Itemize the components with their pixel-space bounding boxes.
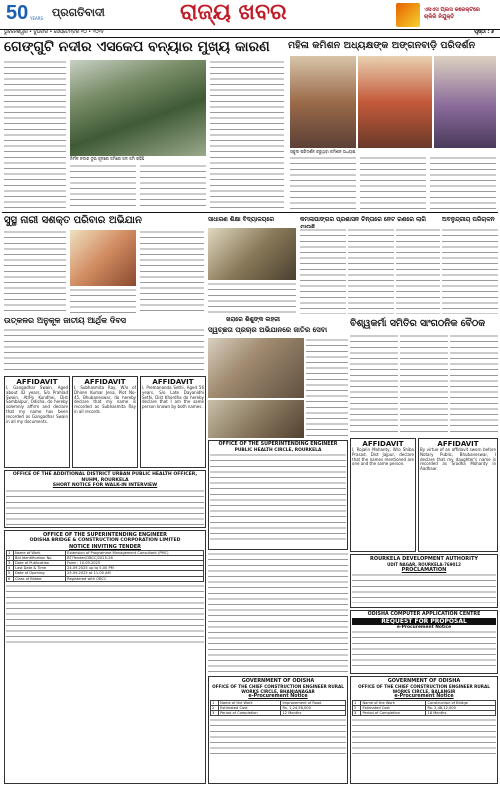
gov2-sub: OFFICE OF THE CHIEF CONSTRUCTION ENGINEER RURAL WORKS CIRCLE, BALANGIR — [358, 684, 490, 694]
gov2-notice: e-Procurement Notice — [394, 694, 454, 699]
affidavit-box-3 — [140, 376, 206, 468]
health-office: OFFICE OF THE ADDITIONAL DISTRICT URBAN PUBLIC HEALTH OFFICER, NUHM, ROURKELA — [12, 472, 198, 483]
women-commission-photo-3 — [434, 56, 496, 148]
healthy-women-col-2 — [70, 288, 136, 314]
affidavit-text-4: I, Rojalin Mohanty, W/o Shiba Prasad, Dist Jajpur, declare that the names mentioned are one and the same person. — [352, 447, 414, 467]
rda-address: UDIT NAGAR, ROURKELA-769012 — [387, 562, 461, 567]
gov2-notice-box — [350, 676, 498, 784]
road-story — [4, 328, 204, 372]
table-cell: 24.09.2025 up to 5.00 PM — [66, 566, 204, 571]
logo-number: 50 — [6, 2, 29, 24]
society-headline: ସାଧାରଣ ଶିକ୍ଷା ବିଦ୍ୟାଳୟରେ — [208, 216, 275, 223]
table-cell: 6 — [7, 576, 14, 581]
table-cell: Name of Work — [13, 550, 65, 555]
table-row — [353, 711, 496, 716]
gov1-table — [210, 700, 346, 717]
table-cell: BT/Tender/OBCC/2025-26 — [66, 555, 204, 560]
lead-headline: ଗେଙ୍ଗୁଟି ନଦୀର ଏସକେପ ବନ୍ୟାର ମୁଖ୍ୟ କାରଣ — [4, 39, 270, 55]
vishwakarma-headline: ବିଶ୍ୱକର୍ମା ସମିତିର ସାଂଗଠନିକ ବୈଠକ — [350, 318, 486, 329]
nagar-col-3 — [396, 228, 440, 314]
affidavit-box-4 — [350, 438, 416, 552]
lead-story-col-4 — [210, 60, 284, 210]
table-cell: 12 Months — [281, 711, 346, 716]
nagar-headline: କମଳାପାଙ୍ଗର ପ୍ରଶାସନ ଚିନ୍ତାରେ ନେଟ ରଣରେ ଲାଗି — [300, 216, 426, 223]
table-cell: 2 — [7, 555, 14, 560]
nagar-col-1 — [300, 228, 346, 314]
table-cell: Name of the Work — [219, 700, 281, 705]
nagar-col-2 — [348, 228, 394, 314]
affidavit-title-1: AFFIDAVIT — [16, 378, 58, 386]
affidavit-title-3: AFFIDAVIT — [152, 378, 194, 386]
superintending-title: OFFICE OF THE SUPERINTENDING ENGINEER — [218, 442, 338, 447]
women-commission-col-1 — [290, 156, 356, 210]
rda-notice-box — [350, 554, 498, 608]
affidavit-title-5: AFFIDAVIT — [437, 440, 479, 448]
swachh-photo — [208, 338, 304, 398]
table-cell: 3 — [7, 561, 14, 566]
gov1-notice-box — [208, 676, 348, 784]
table-cell: 2 — [211, 706, 219, 711]
women-commission-col-2 — [360, 156, 426, 210]
affidavit-text-5: By virtue of an affidavit sworn before Notary Public, Bhubaneswar, I declare that my daughter's name is recorded as Sradha Mohanty in Aadhaar. — [420, 447, 496, 472]
table-cell: Construction of Bridge — [426, 700, 496, 705]
vishwakarma-col-1 — [350, 334, 398, 434]
lead-story-col-2 — [70, 164, 136, 210]
swachh-col — [306, 338, 348, 438]
table-cell: Last Date & Time — [13, 566, 65, 571]
women-commission-photo-1 — [290, 56, 356, 148]
table-row — [7, 576, 204, 581]
logo-sub: YEARS — [30, 16, 44, 21]
women-commission-col-3 — [430, 156, 496, 210]
affidavit-text-3: I, Premananda Sethi, Aged 56 years, S/o Late Dayanidhi Sethi, Dist Khordha do hereby declare that I am the same person known by both names. — [142, 385, 204, 410]
right-brief-col — [442, 228, 498, 314]
cmp-title: ODISHA COMPUTER APPLICATION CENTRE — [367, 612, 481, 617]
section-title: ରାଜ୍ୟ ଖବର — [180, 0, 287, 25]
affidavit-title-4: AFFIDAVIT — [362, 440, 404, 448]
superintending-notice-box — [208, 440, 348, 550]
table-cell: 2 — [353, 706, 361, 711]
table-cell: 1 — [353, 700, 361, 705]
women-commission-headline: ମହିଳା କମିଶନ ଅଧ୍ୟକ୍ଷଙ୍କ ଅଙ୍ଗନବାଡ଼ି ପରିଦର୍ଶନ — [288, 40, 476, 51]
table-cell: Registered with OBCC — [66, 576, 204, 581]
table-cell: Date of Opening — [13, 571, 65, 576]
vishwakarma-col-2 — [400, 334, 448, 434]
table-cell: 1 — [211, 700, 219, 705]
table-cell: Class of Bidder — [13, 576, 65, 581]
cmp-sub2: e-Procurement Notice — [396, 624, 452, 630]
gov1-notice: e-Procurement Notice — [248, 694, 308, 699]
swachh-photo-2 — [208, 400, 304, 438]
paper-name: ପ୍ରଗତିବାଦୀ — [52, 6, 105, 19]
logo-50-years — [6, 4, 46, 26]
page-number: ପୃଷ୍ଠା : ୬ — [474, 30, 494, 35]
table-cell: 3 — [211, 711, 219, 716]
odcc-table — [6, 550, 204, 582]
table-cell: Estimated Cost — [361, 706, 426, 711]
odcc-sub: ODISHA BRIDGE & CONSTRUCTION CORPORATION LIMITED — [29, 538, 181, 543]
table-cell: Name of the Work — [361, 700, 426, 705]
affidavit-text-1: I, Gangadhar Swain, Aged about 42 years, S/o Prahlad Swain, At/Po Kundhei, Dist Sambalpur, Odisha, do hereby solemnly affirm and declare that my name has been recorded as Gangadhar Swain in all my documents. — [6, 385, 68, 424]
healthy-women-photo — [70, 230, 136, 286]
superintending-sub: PUBLIC HEALTH CIRCLE, ROURKELA — [234, 447, 322, 453]
table-cell: 18 Months — [426, 711, 496, 716]
rda-sub: PROCLAMATION — [401, 567, 447, 573]
table-cell: 4 — [7, 566, 14, 571]
table-cell: From : 10.09.2025 — [66, 561, 204, 566]
table-cell: 25.09.2025 at 11.00 AM — [66, 571, 204, 576]
table-cell: Improvement of Road — [281, 700, 346, 705]
odcc-title: OFFICE OF THE SUPERINTENDING ENGINEER — [42, 532, 168, 538]
promo-box — [396, 3, 496, 29]
table-cell: 3 — [353, 711, 361, 716]
society-photo — [208, 228, 296, 280]
table-cell: Rs. 2,48,12,000 — [426, 706, 496, 711]
gov2-title: GOVERNMENT OF ODISHA — [387, 678, 461, 684]
affidavit-text-2: I, Subhasmita Ray, W/o of Dhiren Kumar Jena, Plot No-45, Bhubaneswar, do hereby declare that my name is recorded as Subhasmita Ray in all records. — [74, 385, 136, 414]
affidavit-box-1 — [4, 376, 70, 468]
middle-notice-text — [208, 552, 348, 674]
table-cell: 5 — [7, 571, 14, 576]
promo-text: ଏସଏସ ପ୍ଲସ କରେକ୍ଟରେ ଚାକିରି ନିଯୁକ୍ତି — [424, 7, 480, 20]
school-headline: ଖରାରେ ଶିଶୁଙ୍କ ଲହରୀ — [226, 316, 280, 323]
dateline: ଭୁବନେଶ୍ୱର • ବୁଧବାର • ସେପ୍ଟେମ୍ବର ୧୦ • ୨୦୨୫ — [4, 30, 104, 35]
lead-story-col-3 — [140, 164, 206, 210]
table-cell: Period of Completion — [219, 711, 281, 716]
cmp-notice-box — [350, 610, 498, 674]
table-row — [211, 711, 346, 716]
healthy-women-headline: ସୁସ୍ଥ ନାରୀ ସଶକ୍ତ ପରିବାର ଅଭିଯାନ — [4, 215, 142, 226]
health-notice-box — [4, 470, 206, 528]
road-headline: ଉତ୍କଳର ଅନୁକୂଳ ଜାତୀୟ ଆର୍ଥିକ ଦିବସ — [4, 316, 126, 325]
healthy-women-col-3 — [140, 230, 204, 314]
table-cell: Date of Publication — [13, 561, 65, 566]
table-cell: 1 — [7, 550, 14, 555]
odcc-notice: NOTICE INVITING TENDER — [68, 543, 142, 550]
table-cell: Bid Identification No — [13, 555, 65, 560]
society-col — [208, 282, 296, 314]
table-cell: Estimated Cost — [219, 706, 281, 711]
dateline-bar — [0, 29, 500, 38]
rda-title: ROURKELA DEVELOPMENT AUTHORITY — [370, 556, 478, 562]
vishwakarma-col-3 — [450, 334, 498, 434]
swachh-headline: ସ୍ୱଚ୍ଛତା ପ୍ରଚାର ଅଭିଯାନରେ ଜାତିର ସେବା — [208, 326, 328, 334]
odcc-notice-box — [4, 530, 206, 784]
healthy-women-col-1 — [4, 230, 66, 314]
affidavit-title-2: AFFIDAVIT — [84, 378, 126, 386]
cmp-sub: REQUEST FOR PROPOSAL — [352, 618, 496, 625]
gov1-sub: OFFICE OF THE CHIEF CONSTRUCTION ENGINEER RURAL WORKS CIRCLE, BHANJANAGAR — [212, 684, 344, 694]
table-cell: Extension of Programme Management Consultant (PMC) — [66, 550, 204, 555]
lead-story-col-1 — [4, 60, 66, 210]
table-cell: Period of Completion — [361, 711, 426, 716]
gov2-table — [352, 700, 496, 717]
right-brief-headline: ଅବନୁନ୍ଦ୍ରୀୟ ପରିଚାଳନ — [442, 216, 495, 223]
women-commission-photo-2 — [358, 56, 432, 148]
women-commission-caption: ସ୍କୁଲ ପରିଦର୍ଶନ କରୁଥିବା କମିଶନ ଅଧ୍ୟକ୍ଷ — [290, 149, 356, 154]
health-notice-title: SHORT NOTICE FOR WALK-IN INTERVIEW — [52, 483, 158, 489]
table-cell: Rs. 1,24,56,000 — [281, 706, 346, 711]
masthead — [0, 0, 500, 36]
affidavit-box-2 — [72, 376, 138, 468]
gov1-title: GOVERNMENT OF ODISHA — [241, 678, 315, 684]
lead-photo-river — [70, 60, 206, 156]
lead-photo-caption-1: ନିର୍ମଳ ନଦୀର ଦୁଇ କୂଳରେ ଜମିରେ ଜଳ ଜମି ରହିଛି — [70, 156, 145, 161]
affidavit-box-5 — [418, 438, 498, 552]
